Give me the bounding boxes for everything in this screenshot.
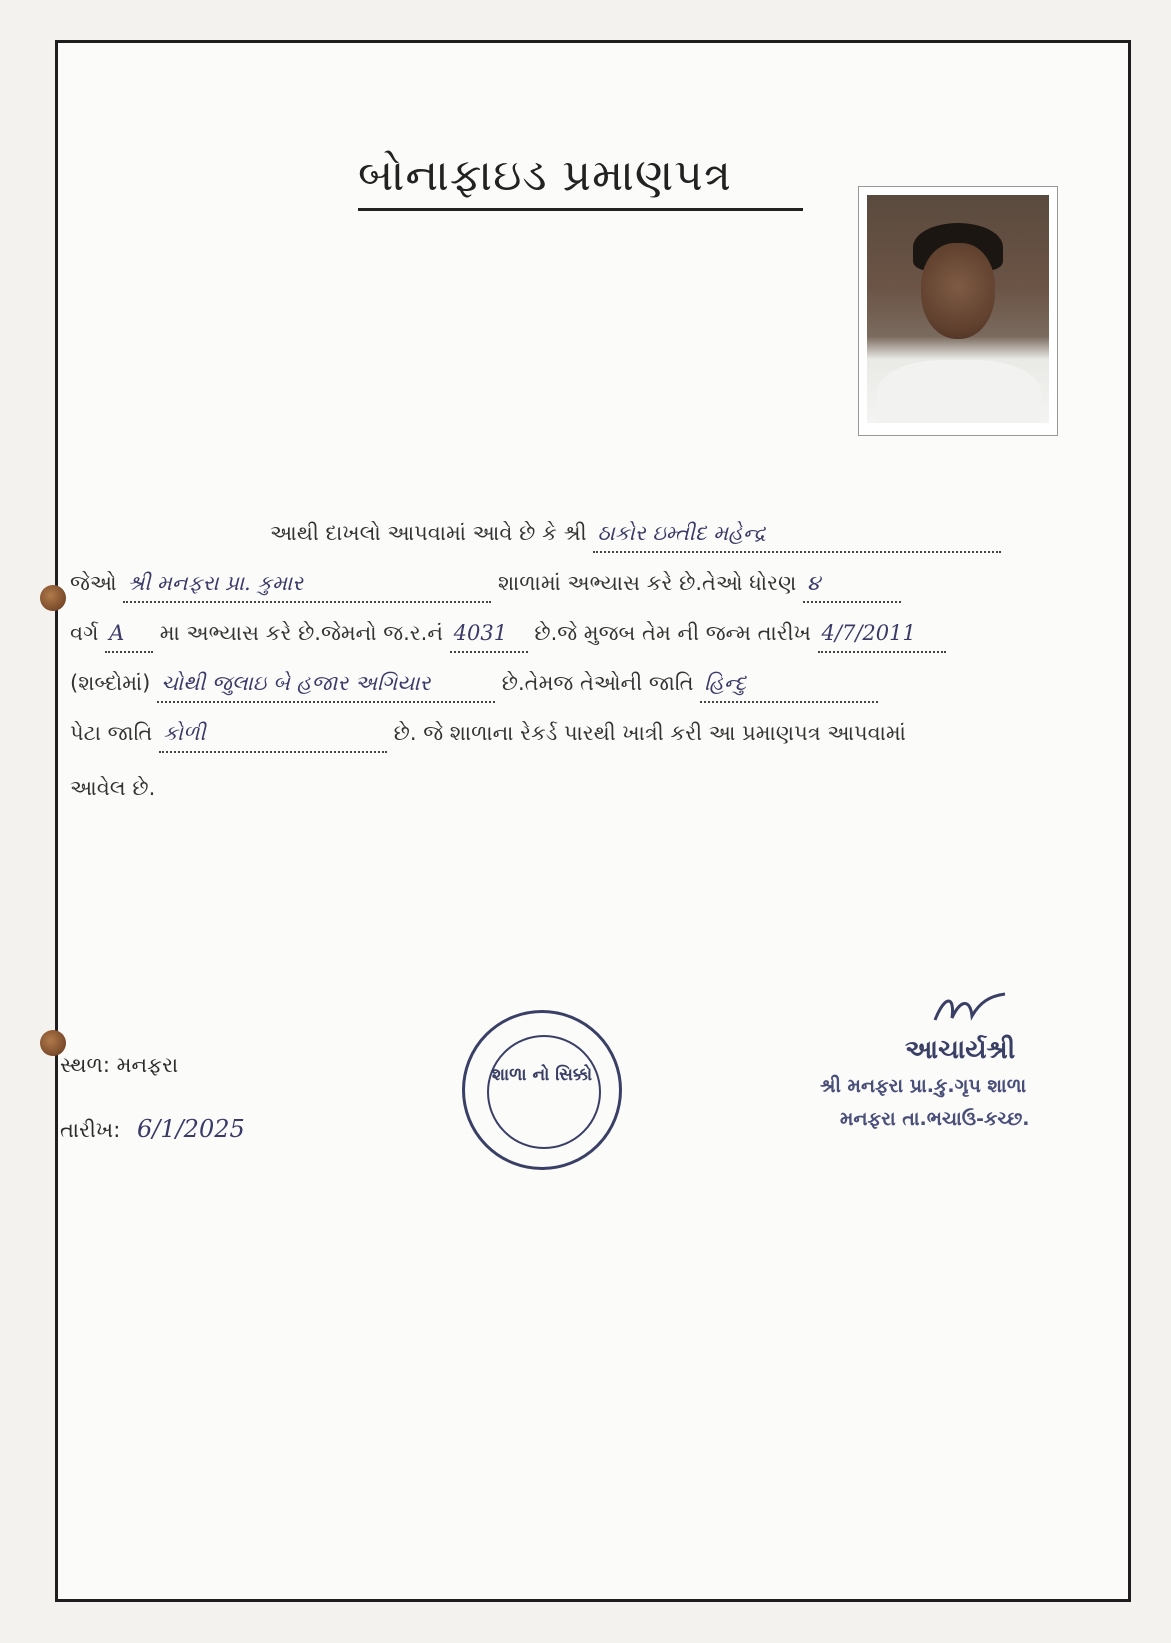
birth-date-words-fill: ચોથી જુલાઇ બે હજાર અગિયાર: [157, 665, 495, 703]
body-text: શાળામાં અભ્યાસ કરે છે.તેઓ ધોરણ: [497, 571, 797, 595]
place-label: સ્થળ:: [60, 1053, 110, 1077]
body-text: વર્ગ: [70, 621, 99, 645]
sub-caste-fill: કોળી: [159, 715, 387, 753]
body-text: છે. જે શાળાના રેકર્ડ પારથી ખાત્રી કરી આ પ્રમાણપત્ર આપવામાં: [393, 721, 906, 745]
place-value: મનફરા: [116, 1053, 179, 1077]
stamp-inner-ring: [487, 1035, 601, 1149]
school-name: શ્રી મનફરા પ્રા.કુ.ગૃપ શાળા: [820, 1075, 1027, 1097]
standard-fill: ૪: [803, 565, 901, 603]
body-line-5: [70, 715, 1090, 751]
gr-number-fill: 4031: [450, 615, 528, 653]
school-name-fill: શ્રી મનફરા પ્રા. કુમાર: [123, 565, 491, 603]
certificate-title: બોનાફાઇડ પ્રમાણપત્ર: [358, 150, 732, 201]
date-field: [60, 1115, 245, 1143]
body-line-4: [70, 665, 1090, 701]
body-line-6: [70, 770, 1090, 806]
student-photo: [858, 186, 1058, 436]
body-text: છે.તેમજ તેઓની જાતિ: [501, 671, 694, 695]
student-name: ઠાકોર ઇમ્તીદ મહેન્દ્ર: [593, 515, 1001, 553]
body-text: (શબ્દોમાં): [70, 671, 151, 695]
body-line-2: [70, 565, 1090, 601]
stamp-text: શાળા નો સિક્કો: [491, 1065, 593, 1085]
principal-signature: [930, 990, 1010, 1030]
school-stamp: [462, 1010, 622, 1170]
body-text: છે.જે મુજબ તેમ ની જન્મ તારીખ: [534, 621, 811, 645]
date-value: 6/1/2025: [136, 1115, 245, 1143]
body-text: આવેલ છે.: [70, 776, 156, 800]
punch-hole: [40, 585, 66, 611]
caste-fill: હિન્દુ: [700, 665, 878, 703]
body-text: મા અભ્યાસ કરે છે.જેમનો જ.ર.નં: [159, 621, 443, 645]
birth-date-fill: 4/7/2011: [818, 615, 946, 653]
body-text: પેટા જાતિ: [70, 721, 153, 745]
principal-title: આચાર્યશ્રી: [905, 1035, 1016, 1065]
body-text: આથી દાખલો આપવામાં આવે છે કે શ્રી: [270, 521, 587, 545]
body-line-3: [70, 615, 1090, 651]
date-label: તારીખ:: [60, 1118, 121, 1142]
title-underline: [358, 208, 803, 211]
body-text: જેઓ: [70, 571, 117, 595]
place-field: [60, 1053, 178, 1078]
school-address: મનફરા તા.ભચાઉ-કચ્છ.: [840, 1108, 1030, 1130]
body-line-1: [70, 515, 1090, 551]
class-fill: A: [105, 615, 153, 653]
